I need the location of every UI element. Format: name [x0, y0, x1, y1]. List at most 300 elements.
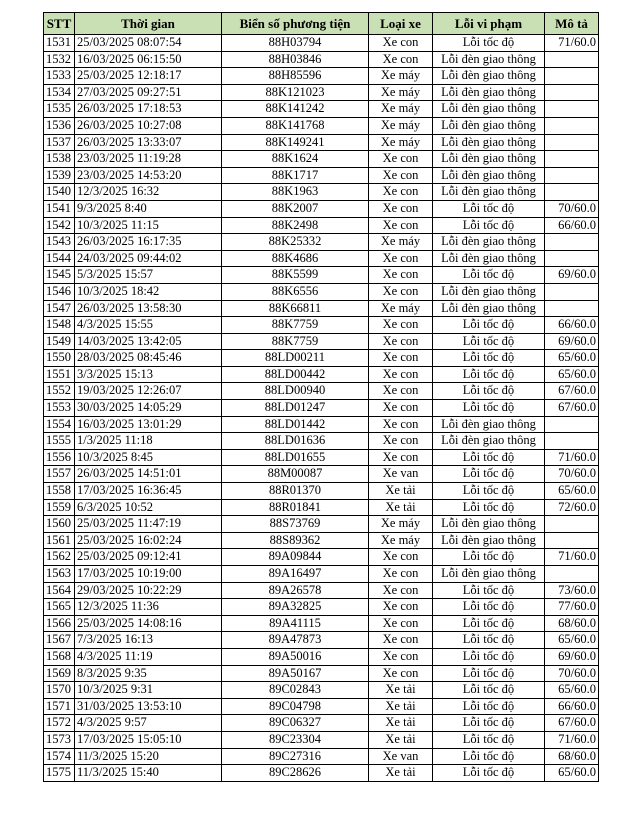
table-row — [44, 35, 599, 52]
cell-stt: 1538 — [44, 151, 75, 168]
header-violation: Lỗi vi phạm — [433, 13, 545, 35]
table-row — [44, 250, 599, 267]
cell-plate: 89C02843 — [222, 682, 369, 699]
cell-stt: 1532 — [44, 51, 75, 68]
table-row — [44, 184, 599, 201]
table-row — [44, 648, 599, 665]
table-row — [44, 682, 599, 699]
cell-description — [545, 416, 599, 433]
cell-vehicle-type: Xe con — [369, 599, 433, 616]
cell-stt: 1559 — [44, 499, 75, 516]
cell-plate: 89A16497 — [222, 566, 369, 583]
cell-stt: 1543 — [44, 234, 75, 251]
cell-plate: 89C28626 — [222, 765, 369, 782]
cell-vehicle-type: Xe con — [369, 200, 433, 217]
cell-plate: 89A50016 — [222, 648, 369, 665]
cell-time: 27/03/2025 09:27:51 — [75, 84, 222, 101]
cell-description — [545, 84, 599, 101]
cell-time: 5/3/2025 15:57 — [75, 267, 222, 284]
cell-time: 12/3/2025 16:32 — [75, 184, 222, 201]
table-row — [44, 632, 599, 649]
cell-description: 67/60.0 — [545, 400, 599, 417]
cell-description: 66/60.0 — [545, 698, 599, 715]
table-row — [44, 101, 599, 118]
cell-violation: Lỗi tốc độ — [433, 333, 545, 350]
cell-description: 68/60.0 — [545, 748, 599, 765]
cell-stt: 1542 — [44, 217, 75, 234]
cell-violation: Lỗi tốc độ — [433, 665, 545, 682]
cell-description — [545, 516, 599, 533]
table-row — [44, 549, 599, 566]
cell-violation: Lỗi tốc độ — [433, 682, 545, 699]
table-row — [44, 134, 599, 151]
cell-plate: 88K149241 — [222, 134, 369, 151]
cell-plate: 88K1717 — [222, 167, 369, 184]
cell-stt: 1575 — [44, 765, 75, 782]
cell-violation: Lỗi tốc độ — [433, 499, 545, 516]
cell-description: 65/60.0 — [545, 682, 599, 699]
cell-plate: 88K4686 — [222, 250, 369, 267]
cell-stt: 1560 — [44, 516, 75, 533]
table-row — [44, 449, 599, 466]
cell-vehicle-type: Xe con — [369, 665, 433, 682]
cell-vehicle-type: Xe con — [369, 151, 433, 168]
cell-plate: 88K7759 — [222, 317, 369, 334]
cell-description — [545, 532, 599, 549]
cell-stt: 1561 — [44, 532, 75, 549]
table-row — [44, 200, 599, 217]
cell-violation: Lỗi đèn giao thông — [433, 300, 545, 317]
cell-violation: Lỗi đèn giao thông — [433, 134, 545, 151]
table-row — [44, 599, 599, 616]
header-vehicle-type: Loại xe — [369, 13, 433, 35]
cell-violation: Lỗi đèn giao thông — [433, 283, 545, 300]
cell-plate: 89C27316 — [222, 748, 369, 765]
cell-description: 66/60.0 — [545, 217, 599, 234]
cell-plate: 88K1963 — [222, 184, 369, 201]
table-row — [44, 665, 599, 682]
cell-description — [545, 117, 599, 134]
cell-vehicle-type: Xe con — [369, 615, 433, 632]
cell-vehicle-type: Xe con — [369, 648, 433, 665]
cell-violation: Lỗi tốc độ — [433, 350, 545, 367]
cell-stt: 1569 — [44, 665, 75, 682]
cell-time: 1/3/2025 11:18 — [75, 433, 222, 450]
cell-stt: 1554 — [44, 416, 75, 433]
cell-time: 3/3/2025 15:13 — [75, 366, 222, 383]
cell-violation: Lỗi đèn giao thông — [433, 51, 545, 68]
cell-time: 23/03/2025 11:19:28 — [75, 151, 222, 168]
cell-time: 10/3/2025 8:45 — [75, 449, 222, 466]
cell-time: 26/03/2025 13:33:07 — [75, 134, 222, 151]
cell-violation: Lỗi đèn giao thông — [433, 151, 545, 168]
cell-violation: Lỗi đèn giao thông — [433, 516, 545, 533]
cell-description: 69/60.0 — [545, 648, 599, 665]
cell-vehicle-type: Xe con — [369, 566, 433, 583]
table-row — [44, 117, 599, 134]
cell-stt: 1570 — [44, 682, 75, 699]
cell-stt: 1552 — [44, 383, 75, 400]
cell-stt: 1563 — [44, 566, 75, 583]
cell-violation: Lỗi tốc độ — [433, 35, 545, 52]
table-row — [44, 416, 599, 433]
cell-stt: 1555 — [44, 433, 75, 450]
cell-vehicle-type: Xe máy — [369, 532, 433, 549]
cell-time: 26/03/2025 14:51:01 — [75, 466, 222, 483]
cell-stt: 1537 — [44, 134, 75, 151]
cell-time: 24/03/2025 09:44:02 — [75, 250, 222, 267]
table-row — [44, 283, 599, 300]
table-row — [44, 234, 599, 251]
cell-violation: Lỗi đèn giao thông — [433, 532, 545, 549]
cell-description: 77/60.0 — [545, 599, 599, 616]
cell-vehicle-type: Xe con — [369, 582, 433, 599]
cell-violation: Lỗi tốc độ — [433, 648, 545, 665]
cell-vehicle-type: Xe máy — [369, 117, 433, 134]
table-row — [44, 350, 599, 367]
table-row — [44, 499, 599, 516]
cell-vehicle-type: Xe tải — [369, 698, 433, 715]
cell-vehicle-type: Xe máy — [369, 134, 433, 151]
cell-stt: 1551 — [44, 366, 75, 383]
cell-plate: 88LD00940 — [222, 383, 369, 400]
cell-plate: 88K2498 — [222, 217, 369, 234]
cell-violation: Lỗi đèn giao thông — [433, 167, 545, 184]
cell-violation: Lỗi tốc độ — [433, 715, 545, 732]
cell-description — [545, 68, 599, 85]
cell-plate: 89A26578 — [222, 582, 369, 599]
table-row — [44, 698, 599, 715]
cell-stt: 1573 — [44, 731, 75, 748]
table-row — [44, 566, 599, 583]
cell-vehicle-type: Xe tải — [369, 765, 433, 782]
cell-plate: 88K5599 — [222, 267, 369, 284]
table-body — [44, 35, 599, 782]
cell-plate: 88H03794 — [222, 35, 369, 52]
cell-stt: 1534 — [44, 84, 75, 101]
cell-violation: Lỗi tốc độ — [433, 466, 545, 483]
cell-stt: 1571 — [44, 698, 75, 715]
cell-plate: 89A32825 — [222, 599, 369, 616]
header-stt: STT — [44, 13, 75, 35]
cell-plate: 88K121023 — [222, 84, 369, 101]
cell-plate: 88S89362 — [222, 532, 369, 549]
table-row — [44, 483, 599, 500]
cell-time: 4/3/2025 11:19 — [75, 648, 222, 665]
cell-vehicle-type: Xe con — [369, 416, 433, 433]
cell-violation: Lỗi tốc độ — [433, 765, 545, 782]
cell-stt: 1566 — [44, 615, 75, 632]
cell-plate: 88K6556 — [222, 283, 369, 300]
cell-violation: Lỗi tốc độ — [433, 217, 545, 234]
cell-description: 67/60.0 — [545, 715, 599, 732]
cell-description — [545, 566, 599, 583]
cell-vehicle-type: Xe con — [369, 632, 433, 649]
cell-stt: 1550 — [44, 350, 75, 367]
cell-vehicle-type: Xe con — [369, 35, 433, 52]
cell-plate: 89C06327 — [222, 715, 369, 732]
cell-plate: 88K7759 — [222, 333, 369, 350]
cell-stt: 1565 — [44, 599, 75, 616]
cell-description — [545, 283, 599, 300]
cell-description: 70/60.0 — [545, 466, 599, 483]
cell-stt: 1553 — [44, 400, 75, 417]
cell-violation: Lỗi tốc độ — [433, 383, 545, 400]
cell-stt: 1556 — [44, 449, 75, 466]
cell-vehicle-type: Xe van — [369, 748, 433, 765]
cell-vehicle-type: Xe con — [369, 283, 433, 300]
cell-plate: 88LD01636 — [222, 433, 369, 450]
table-row — [44, 51, 599, 68]
cell-violation: Lỗi tốc độ — [433, 632, 545, 649]
cell-description — [545, 101, 599, 118]
cell-violation: Lỗi đèn giao thông — [433, 84, 545, 101]
cell-stt: 1536 — [44, 117, 75, 134]
cell-time: 26/03/2025 13:58:30 — [75, 300, 222, 317]
cell-plate: 88S73769 — [222, 516, 369, 533]
cell-stt: 1531 — [44, 35, 75, 52]
cell-description: 69/60.0 — [545, 267, 599, 284]
header-row — [44, 13, 599, 35]
cell-time: 30/03/2025 14:05:29 — [75, 400, 222, 417]
cell-vehicle-type: Xe tải — [369, 715, 433, 732]
cell-violation: Lỗi tốc độ — [433, 582, 545, 599]
table-row — [44, 333, 599, 350]
cell-vehicle-type: Xe máy — [369, 68, 433, 85]
violations-table — [43, 12, 599, 782]
cell-description: 65/60.0 — [545, 765, 599, 782]
table-row — [44, 167, 599, 184]
cell-violation: Lỗi tốc độ — [433, 748, 545, 765]
cell-description: 65/60.0 — [545, 632, 599, 649]
cell-time: 10/3/2025 11:15 — [75, 217, 222, 234]
cell-time: 23/03/2025 14:53:20 — [75, 167, 222, 184]
cell-description — [545, 151, 599, 168]
table-row — [44, 433, 599, 450]
cell-time: 11/3/2025 15:40 — [75, 765, 222, 782]
cell-vehicle-type: Xe con — [369, 433, 433, 450]
cell-description: 69/60.0 — [545, 333, 599, 350]
table-row — [44, 400, 599, 417]
cell-plate: 88K141242 — [222, 101, 369, 118]
cell-plate: 88K1624 — [222, 151, 369, 168]
cell-violation: Lỗi đèn giao thông — [433, 416, 545, 433]
header-plate: Biển số phương tiện — [222, 13, 369, 35]
cell-vehicle-type: Xe con — [369, 366, 433, 383]
cell-violation: Lỗi đèn giao thông — [433, 433, 545, 450]
cell-time: 25/03/2025 16:02:24 — [75, 532, 222, 549]
cell-time: 25/03/2025 08:07:54 — [75, 35, 222, 52]
cell-violation: Lỗi đèn giao thông — [433, 117, 545, 134]
cell-plate: 88LD01247 — [222, 400, 369, 417]
cell-plate: 89A50167 — [222, 665, 369, 682]
cell-vehicle-type: Xe con — [369, 400, 433, 417]
cell-plate: 88K66811 — [222, 300, 369, 317]
cell-description: 71/60.0 — [545, 35, 599, 52]
header-time: Thời gian — [75, 13, 222, 35]
cell-stt: 1539 — [44, 167, 75, 184]
table-row — [44, 765, 599, 782]
table-row — [44, 582, 599, 599]
cell-time: 7/3/2025 16:13 — [75, 632, 222, 649]
cell-stt: 1574 — [44, 748, 75, 765]
cell-description: 71/60.0 — [545, 449, 599, 466]
cell-description — [545, 167, 599, 184]
cell-plate: 88H85596 — [222, 68, 369, 85]
cell-time: 17/03/2025 10:19:00 — [75, 566, 222, 583]
cell-description: 70/60.0 — [545, 200, 599, 217]
table-row — [44, 516, 599, 533]
cell-violation: Lỗi đèn giao thông — [433, 250, 545, 267]
cell-time: 25/03/2025 14:08:16 — [75, 615, 222, 632]
cell-vehicle-type: Xe van — [369, 466, 433, 483]
cell-time: 12/3/2025 11:36 — [75, 599, 222, 616]
cell-stt: 1533 — [44, 68, 75, 85]
cell-plate: 88R01370 — [222, 483, 369, 500]
cell-time: 25/03/2025 11:47:19 — [75, 516, 222, 533]
cell-stt: 1540 — [44, 184, 75, 201]
cell-stt: 1557 — [44, 466, 75, 483]
cell-vehicle-type: Xe con — [369, 217, 433, 234]
cell-plate: 88K141768 — [222, 117, 369, 134]
table-row — [44, 532, 599, 549]
cell-vehicle-type: Xe con — [369, 333, 433, 350]
cell-time: 14/03/2025 13:42:05 — [75, 333, 222, 350]
cell-vehicle-type: Xe tải — [369, 731, 433, 748]
cell-plate: 89C23304 — [222, 731, 369, 748]
cell-description: 73/60.0 — [545, 582, 599, 599]
cell-plate: 88LD00211 — [222, 350, 369, 367]
table-row — [44, 267, 599, 284]
cell-time: 26/03/2025 10:27:08 — [75, 117, 222, 134]
cell-stt: 1549 — [44, 333, 75, 350]
cell-stt: 1545 — [44, 267, 75, 284]
cell-description — [545, 234, 599, 251]
cell-time: 19/03/2025 12:26:07 — [75, 383, 222, 400]
cell-time: 10/3/2025 18:42 — [75, 283, 222, 300]
table-row — [44, 151, 599, 168]
cell-violation: Lỗi đèn giao thông — [433, 234, 545, 251]
cell-time: 4/3/2025 15:55 — [75, 317, 222, 334]
cell-violation: Lỗi đèn giao thông — [433, 101, 545, 118]
cell-vehicle-type: Xe con — [369, 317, 433, 334]
cell-stt: 1541 — [44, 200, 75, 217]
cell-time: 26/03/2025 16:17:35 — [75, 234, 222, 251]
cell-plate: 89A09844 — [222, 549, 369, 566]
cell-vehicle-type: Xe máy — [369, 516, 433, 533]
cell-stt: 1544 — [44, 250, 75, 267]
cell-description — [545, 184, 599, 201]
cell-vehicle-type: Xe con — [369, 383, 433, 400]
cell-time: 16/03/2025 06:15:50 — [75, 51, 222, 68]
cell-plate: 88R01841 — [222, 499, 369, 516]
cell-plate: 88LD01442 — [222, 416, 369, 433]
cell-violation: Lỗi tốc độ — [433, 731, 545, 748]
cell-vehicle-type: Xe máy — [369, 234, 433, 251]
cell-time: 11/3/2025 15:20 — [75, 748, 222, 765]
cell-description — [545, 433, 599, 450]
cell-stt: 1572 — [44, 715, 75, 732]
cell-stt: 1546 — [44, 283, 75, 300]
cell-time: 6/3/2025 10:52 — [75, 499, 222, 516]
cell-violation: Lỗi tốc độ — [433, 317, 545, 334]
cell-time: 28/03/2025 08:45:46 — [75, 350, 222, 367]
table-row — [44, 84, 599, 101]
cell-vehicle-type: Xe con — [369, 250, 433, 267]
cell-description: 68/60.0 — [545, 615, 599, 632]
cell-violation: Lỗi tốc độ — [433, 698, 545, 715]
cell-stt: 1562 — [44, 549, 75, 566]
cell-time: 25/03/2025 09:12:41 — [75, 549, 222, 566]
cell-violation: Lỗi tốc độ — [433, 483, 545, 500]
table-row — [44, 748, 599, 765]
cell-plate: 88LD01655 — [222, 449, 369, 466]
cell-time: 16/03/2025 13:01:29 — [75, 416, 222, 433]
table-row — [44, 615, 599, 632]
cell-vehicle-type: Xe máy — [369, 84, 433, 101]
cell-violation: Lỗi tốc độ — [433, 599, 545, 616]
table-row — [44, 466, 599, 483]
cell-time: 29/03/2025 10:22:29 — [75, 582, 222, 599]
cell-plate: 89C04798 — [222, 698, 369, 715]
cell-plate: 89A41115 — [222, 615, 369, 632]
cell-vehicle-type: Xe con — [369, 267, 433, 284]
cell-description — [545, 300, 599, 317]
cell-violation: Lỗi tốc độ — [433, 615, 545, 632]
cell-time: 17/03/2025 16:36:45 — [75, 483, 222, 500]
cell-violation: Lỗi tốc độ — [433, 366, 545, 383]
cell-stt: 1535 — [44, 101, 75, 118]
cell-plate: 89A47873 — [222, 632, 369, 649]
table-row — [44, 300, 599, 317]
table-row — [44, 317, 599, 334]
cell-time: 26/03/2025 17:18:53 — [75, 101, 222, 118]
table-row — [44, 731, 599, 748]
cell-vehicle-type: Xe tải — [369, 682, 433, 699]
table-row — [44, 715, 599, 732]
cell-description: 65/60.0 — [545, 483, 599, 500]
cell-plate: 88K2007 — [222, 200, 369, 217]
cell-vehicle-type: Xe con — [369, 167, 433, 184]
cell-description — [545, 51, 599, 68]
cell-plate: 88M00087 — [222, 466, 369, 483]
cell-violation: Lỗi đèn giao thông — [433, 566, 545, 583]
cell-violation: Lỗi đèn giao thông — [433, 184, 545, 201]
table-row — [44, 68, 599, 85]
table-row — [44, 217, 599, 234]
cell-description: 71/60.0 — [545, 549, 599, 566]
table-row — [44, 366, 599, 383]
cell-time: 4/3/2025 9:57 — [75, 715, 222, 732]
cell-plate: 88K25332 — [222, 234, 369, 251]
cell-stt: 1564 — [44, 582, 75, 599]
cell-vehicle-type: Xe con — [369, 449, 433, 466]
cell-time: 8/3/2025 9:35 — [75, 665, 222, 682]
cell-vehicle-type: Xe con — [369, 549, 433, 566]
cell-description: 65/60.0 — [545, 350, 599, 367]
cell-violation: Lỗi tốc độ — [433, 549, 545, 566]
cell-time: 25/03/2025 12:18:17 — [75, 68, 222, 85]
cell-stt: 1548 — [44, 317, 75, 334]
cell-vehicle-type: Xe tải — [369, 499, 433, 516]
cell-vehicle-type: Xe con — [369, 51, 433, 68]
cell-vehicle-type: Xe con — [369, 350, 433, 367]
table-row — [44, 383, 599, 400]
cell-description: 72/60.0 — [545, 499, 599, 516]
cell-violation: Lỗi tốc độ — [433, 400, 545, 417]
cell-time: 31/03/2025 13:53:10 — [75, 698, 222, 715]
cell-description: 65/60.0 — [545, 366, 599, 383]
